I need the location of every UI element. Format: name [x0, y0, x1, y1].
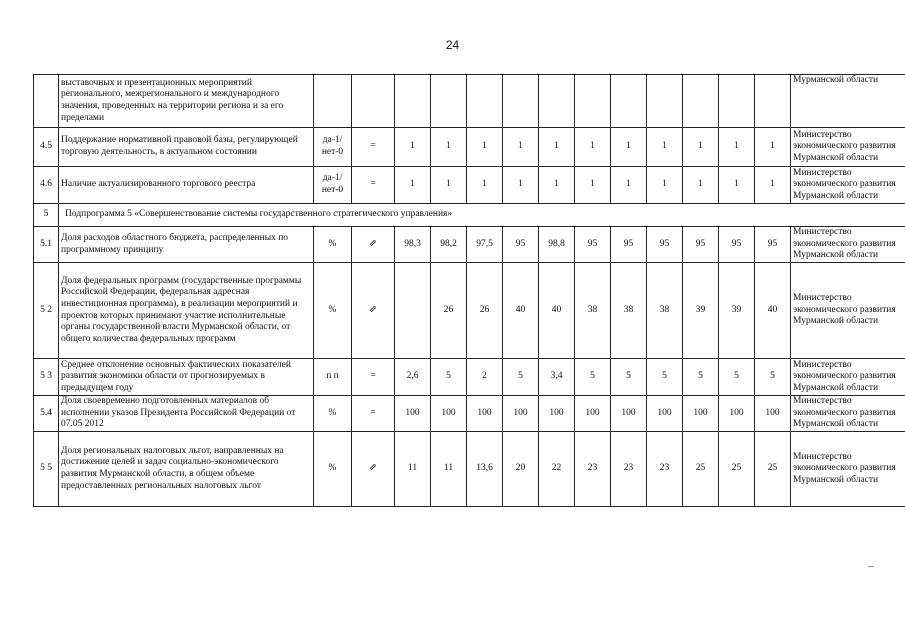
value-cell: 1	[575, 167, 611, 204]
value-cell: 1	[539, 167, 575, 204]
value-cell	[395, 75, 431, 128]
indicator-name: выставочных и презентационных мероприятий регионального, межрегионального и международного значения, проведенных на территории региона и за его пределами	[59, 75, 314, 128]
value-cell: 95	[719, 227, 755, 263]
table-row	[34, 432, 905, 507]
value-cell: 1	[611, 128, 647, 167]
value-cell: 5	[755, 359, 791, 396]
value-cell: 11	[395, 432, 431, 507]
value-cell: 100	[395, 396, 431, 432]
value-cell: 100	[539, 396, 575, 432]
trend-cell: =	[352, 167, 395, 204]
row-id: 5 3	[34, 359, 59, 396]
value-cell: 23	[611, 432, 647, 507]
trend-cell: =	[352, 128, 395, 167]
unit-cell: п п	[314, 359, 352, 396]
value-cell	[503, 75, 539, 128]
responsible-cell: Министерство экономического развития Мурманской области	[791, 227, 905, 263]
value-cell: 5	[575, 359, 611, 396]
row-id: 5 2	[34, 263, 59, 359]
value-cell: 95	[647, 227, 683, 263]
value-cell: 39	[719, 263, 755, 359]
trend-cell: =	[352, 359, 395, 396]
table-row	[34, 396, 905, 432]
value-cell: 95	[755, 227, 791, 263]
value-cell: 98,8	[539, 227, 575, 263]
value-cell: 100	[431, 396, 467, 432]
value-cell: 2,6	[395, 359, 431, 396]
value-cell: 1	[395, 128, 431, 167]
value-cell: 95	[503, 227, 539, 263]
indicator-name: Поддержание нормативной правовой базы, регулирующей торговую деятельность, в актуальном состоянии	[59, 128, 314, 167]
value-cell	[719, 75, 755, 128]
value-cell: 5	[683, 359, 719, 396]
indicator-name: Наличие актуализированного торгового реестра	[59, 167, 314, 204]
value-cell: 1	[647, 128, 683, 167]
trend-cell	[352, 75, 395, 128]
value-cell: 5	[647, 359, 683, 396]
value-cell: 1	[467, 128, 503, 167]
value-cell: 20	[503, 432, 539, 507]
value-cell: 1	[755, 128, 791, 167]
table-row	[34, 263, 905, 359]
row-id: 5	[34, 204, 59, 227]
indicator-name: Доля региональных налоговых льгот, направленных на достижение целей и задач социально-экономического развития Мурманской области, в общем объеме предоставленных региональных налоговых льгот	[59, 432, 314, 507]
trend-cell: ⇗	[352, 227, 395, 263]
value-cell: 1	[611, 167, 647, 204]
value-cell: 25	[755, 432, 791, 507]
value-cell: 22	[539, 432, 575, 507]
unit-cell: да-1/ нет-0	[314, 128, 352, 167]
value-cell: 13,6	[467, 432, 503, 507]
value-cell: 40	[503, 263, 539, 359]
row-id: 5 5	[34, 432, 59, 507]
indicators-table-body	[34, 75, 905, 507]
value-cell: 23	[647, 432, 683, 507]
indicator-name: Доля своевременно подготовленных материалов об исполнении указов Президента Российской Федерации от 07.05 2012	[59, 396, 314, 432]
responsible-cell: Министерство экономического развития Мурманской области	[791, 167, 905, 204]
trend-cell: ⇗	[352, 263, 395, 359]
value-cell: 1	[503, 128, 539, 167]
value-cell	[575, 75, 611, 128]
subprogram-title: Подпрограмма 5 «Совершенствование системы государственного стратегического управления»	[59, 204, 905, 227]
responsible-cell: Министерство экономического развития Мурманской области	[791, 263, 905, 359]
value-cell: 1	[683, 128, 719, 167]
value-cell: 40	[755, 263, 791, 359]
value-cell: 5	[611, 359, 647, 396]
page-number: 24	[445, 38, 460, 52]
value-cell: 5	[431, 359, 467, 396]
value-cell: 25	[719, 432, 755, 507]
value-cell: 1	[395, 167, 431, 204]
value-cell: 25	[683, 432, 719, 507]
value-cell: 38	[611, 263, 647, 359]
value-cell: 39	[683, 263, 719, 359]
value-cell: 1	[575, 128, 611, 167]
value-cell: 100	[647, 396, 683, 432]
value-cell: 100	[611, 396, 647, 432]
unit-cell: %	[314, 263, 352, 359]
value-cell: 100	[755, 396, 791, 432]
value-cell: 1	[647, 167, 683, 204]
unit-cell	[314, 75, 352, 128]
value-cell: 1	[719, 167, 755, 204]
row-id: 4.6	[34, 167, 59, 204]
value-cell: 1	[539, 128, 575, 167]
responsible-cell: Министерство экономического развития Мурманской области	[791, 432, 905, 507]
indicator-name: Доля расходов областного бюджета, распределенных по программному принципу	[59, 227, 314, 263]
responsible-cell: Министерство экономического развития Мурманской области	[791, 396, 905, 432]
value-cell: 23	[575, 432, 611, 507]
value-cell: 40	[539, 263, 575, 359]
table-row	[34, 75, 905, 128]
subprogram-row	[34, 204, 905, 227]
scan-mark	[868, 566, 874, 567]
unit-cell: %	[314, 227, 352, 263]
value-cell: 38	[647, 263, 683, 359]
responsible-cell: Министерство экономического развития Мурманской области	[791, 128, 905, 167]
table-row	[34, 128, 905, 167]
value-cell: 2	[467, 359, 503, 396]
trend-cell: ⇗	[352, 432, 395, 507]
value-cell: 100	[719, 396, 755, 432]
value-cell: 38	[575, 263, 611, 359]
value-cell: 1	[467, 167, 503, 204]
value-cell: 98,3	[395, 227, 431, 263]
value-cell: 1	[683, 167, 719, 204]
value-cell: 1	[431, 128, 467, 167]
value-cell: 5	[719, 359, 755, 396]
value-cell: 100	[503, 396, 539, 432]
indicator-name: Среднее отклонение основных фактических показателей развития экономики области от прогнозируемых в предыдущем году	[59, 359, 314, 396]
value-cell	[467, 75, 503, 128]
value-cell	[611, 75, 647, 128]
table-row	[34, 359, 905, 396]
table-row	[34, 227, 905, 263]
value-cell: 26	[467, 263, 503, 359]
value-cell	[395, 263, 431, 359]
indicator-name: Доля федеральных программ (государственные программы Российской Федерации, федеральная адресная инвестиционная программа), в реализации мероприятий и проектов которых принимают участие исполнительные органы государственной власти Мурманской области, от общего количества федеральных программ	[59, 263, 314, 359]
responsible-cell: Министерство экономического развития Мурманской области	[791, 359, 905, 396]
value-cell: 95	[683, 227, 719, 263]
value-cell: 95	[611, 227, 647, 263]
value-cell	[755, 75, 791, 128]
value-cell	[683, 75, 719, 128]
value-cell: 1	[755, 167, 791, 204]
value-cell	[539, 75, 575, 128]
value-cell: 100	[575, 396, 611, 432]
unit-cell: да-1/ нет-0	[314, 167, 352, 204]
indicators-table	[33, 74, 905, 507]
unit-cell: %	[314, 396, 352, 432]
value-cell: 1	[503, 167, 539, 204]
row-id: 5.4	[34, 396, 59, 432]
value-cell: 97,5	[467, 227, 503, 263]
table-row	[34, 167, 905, 204]
row-id	[34, 75, 59, 128]
value-cell: 100	[683, 396, 719, 432]
value-cell: 3,4	[539, 359, 575, 396]
trend-cell: =	[352, 396, 395, 432]
value-cell: 1	[431, 167, 467, 204]
responsible-cell: Мурманской области	[791, 75, 905, 128]
value-cell: 5	[503, 359, 539, 396]
row-id: 5.1	[34, 227, 59, 263]
value-cell: 11	[431, 432, 467, 507]
value-cell: 100	[467, 396, 503, 432]
unit-cell: %	[314, 432, 352, 507]
row-id: 4.5	[34, 128, 59, 167]
value-cell	[431, 75, 467, 128]
value-cell: 98,2	[431, 227, 467, 263]
value-cell: 95	[575, 227, 611, 263]
value-cell	[647, 75, 683, 128]
value-cell: 26	[431, 263, 467, 359]
value-cell: 1	[719, 128, 755, 167]
